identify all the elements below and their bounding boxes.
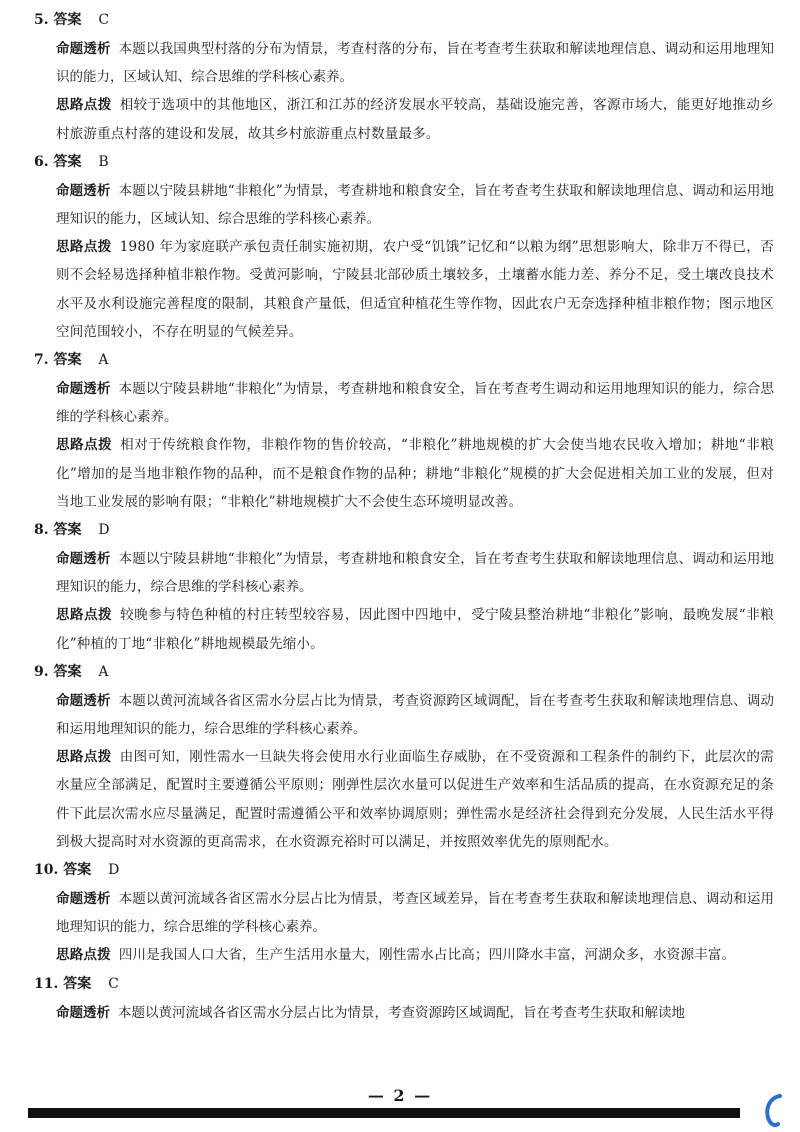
analysis-paragraph [56, 375, 774, 431]
answer-letter: D [108, 862, 120, 879]
page-number: — 2 — [367, 1086, 433, 1105]
section-text: 本题以我国典型村落的分布为情景，考查村落的分布，旨在考查考生获取和解读地理信息、调动和运用地理知识的能力，区域认知、综合思维的学科核心素养。 [56, 41, 775, 86]
answer-word: 答案 [53, 153, 82, 170]
section-text: 相对于传统粮食作物，非粮作物的售价较高，“非粮化”耕地规模的扩大会使当地农民收入增加；耕地“非粮化”增加的是当地非粮作物的品种，而不是粮食作物的品种；耕地“非粮化”规模的扩大会促进相关加工业的发展，但对当地工业发展的影响有限；“非粮化”耕地规模扩大不会使生态环境明显改善。 [56, 437, 774, 510]
section-text: 本题以黄河流域各省区需水分层占比为情景，考查区域差异，旨在考查考生获取和解读地理信息、调动和运用地理知识的能力，综合思维的学科核心素养。 [56, 891, 775, 936]
analysis-paragraph [56, 885, 774, 941]
section-text: 较晚参与特色种植的村庄转型较容易，因此图中四地中，受宁陵县整治耕地“非粮化”影响，最晚发展“非粮化”种植的丁地“非粮化”耕地规模最先缩小。 [56, 607, 774, 652]
question-number: 8. [34, 522, 49, 539]
section-label: 思路点拨 [56, 607, 113, 624]
analysis-paragraph [56, 687, 774, 743]
analysis-paragraph [56, 35, 774, 91]
hint-paragraph [56, 233, 774, 346]
answer-item-8 [34, 516, 774, 658]
question-number: 7. [34, 352, 49, 369]
section-text: 相较于选项中的其他地区，浙江和江苏的经济发展水平较高，基础设施完善，客源市场大，能更好地推动乡村旅游重点村落的建设和发展，故其乡村旅游重点村数量最多。 [56, 97, 774, 142]
curl-icon [758, 1090, 788, 1130]
section-label: 命题透析 [56, 41, 111, 57]
answer-word: 答案 [63, 862, 92, 879]
analysis-paragraph [56, 999, 774, 1027]
section-label: 思路点拨 [56, 947, 111, 964]
answer-letter: A [98, 663, 109, 680]
answer-header [34, 148, 774, 177]
section-label: 命题透析 [56, 381, 111, 398]
answer-word: 答案 [53, 352, 82, 369]
section-label: 思路点拨 [56, 239, 112, 256]
answer-letter: C [98, 12, 110, 28]
answer-item-10 [34, 856, 774, 970]
answer-header [34, 6, 774, 35]
hint-paragraph [56, 431, 774, 516]
answer-word: 答案 [53, 663, 82, 680]
answer-word: 答案 [63, 975, 92, 992]
section-label: 思路点拨 [56, 97, 112, 114]
answer-word: 答案 [53, 12, 82, 28]
answer-item-9 [34, 658, 774, 856]
answer-header [34, 516, 774, 545]
answer-item-6 [34, 148, 774, 346]
section-label: 命题透析 [56, 182, 111, 199]
answer-header [34, 658, 774, 687]
question-number: 6. [34, 153, 49, 170]
question-number: 10. [34, 862, 59, 879]
answer-header [34, 970, 774, 999]
hint-paragraph [56, 91, 774, 147]
question-number: 11. [34, 975, 59, 992]
answer-letter: D [98, 522, 110, 539]
section-text: 本题以宁陵县耕地“非粮化”为情景，考查耕地和粮食安全，旨在考查考生获取和解读地理信息、调动和运用地理知识的能力，区域认知、综合思维的学科核心素养。 [56, 182, 774, 228]
bottom-rule [28, 1108, 740, 1118]
answer-header [34, 856, 774, 885]
answer-letter: A [98, 352, 109, 369]
answer-item-11 [34, 970, 774, 1027]
section-text: 1980 年为家庭联产承包责任制实施初期，农户受“饥饿”记忆和“以粮为纲”思想影响大，除非万不得已，否则不会轻易选择种植非粮作物。受黄河影响，宁陵县北部砂质土壤较多，土壤蓄水能力差、养分不足，受土壤改良技术水平及水利设施完善程度的限制，其粮食产量低，但适宜种植花生等作物，因此农户无奈选择种植非粮作物；图示地区空间范围较小，不存在明显的气候差异。 [56, 239, 774, 340]
answer-letter: B [98, 153, 109, 170]
section-text: 本题以黄河流域各省区需水分层占比为情景，考查资源跨区域调配，旨在考查考生获取和解读地 [118, 1004, 685, 1021]
hint-paragraph [56, 941, 774, 969]
hint-paragraph [56, 743, 774, 856]
answer-item-5 [34, 6, 774, 148]
question-number: 9. [34, 663, 49, 680]
answer-letter: C [108, 975, 119, 992]
analysis-paragraph [56, 177, 774, 233]
section-text: 本题以宁陵县耕地“非粮化”为情景，考查耕地和粮食安全，旨在考查考生调动和运用地理知识的能力，综合思维的学科核心素养。 [56, 381, 774, 426]
answer-list [34, 6, 774, 1027]
answer-word: 答案 [53, 522, 82, 539]
section-text: 本题以黄河流域各省区需水分层占比为情景，考查资源跨区域调配，旨在考查考生获取和解读地理信息、调动和运用地理知识的能力，综合思维的学科核心素养。 [56, 692, 775, 738]
section-label: 命题透析 [56, 1004, 110, 1021]
section-label: 命题透析 [56, 551, 111, 568]
question-number: 5. [34, 12, 49, 28]
answer-header [34, 346, 774, 375]
section-label: 思路点拨 [56, 749, 112, 766]
section-text: 由图可知，刚性需水一旦缺失将会使用水行业面临生存威胁，在不受资源和工程条件的制约下，此层次的需水量应全部满足，配置时主要遵循公平原则；刚弹性层次水量可以促进生产效率和生活品质的提高，在水资源充足的条件下此层次需水应尽量满足，配置时需遵循公平和效率协调原则；弹性需水是经济社会得到充分发展，人民生活水平得到极大提高时对水资源的更高需求，在水资源充裕时可以满足，并按照效率优先的原则配水。 [56, 749, 774, 850]
hint-paragraph [56, 601, 774, 657]
section-label: 思路点拨 [56, 437, 113, 454]
section-text: 本题以宁陵县耕地“非粮化”为情景，考查耕地和粮食安全，旨在考查考生获取和解读地理信息、调动和运用地理知识的能力，综合思维的学科核心素养。 [56, 551, 774, 596]
section-text: 四川是我国人口大省，生产生活用水量大，刚性需水占比高；四川降水丰富，河湖众多，水资源丰富。 [118, 947, 736, 964]
analysis-paragraph [56, 545, 774, 601]
section-label: 命题透析 [56, 692, 111, 709]
answer-item-7 [34, 346, 774, 516]
section-label: 命题透析 [56, 891, 111, 908]
